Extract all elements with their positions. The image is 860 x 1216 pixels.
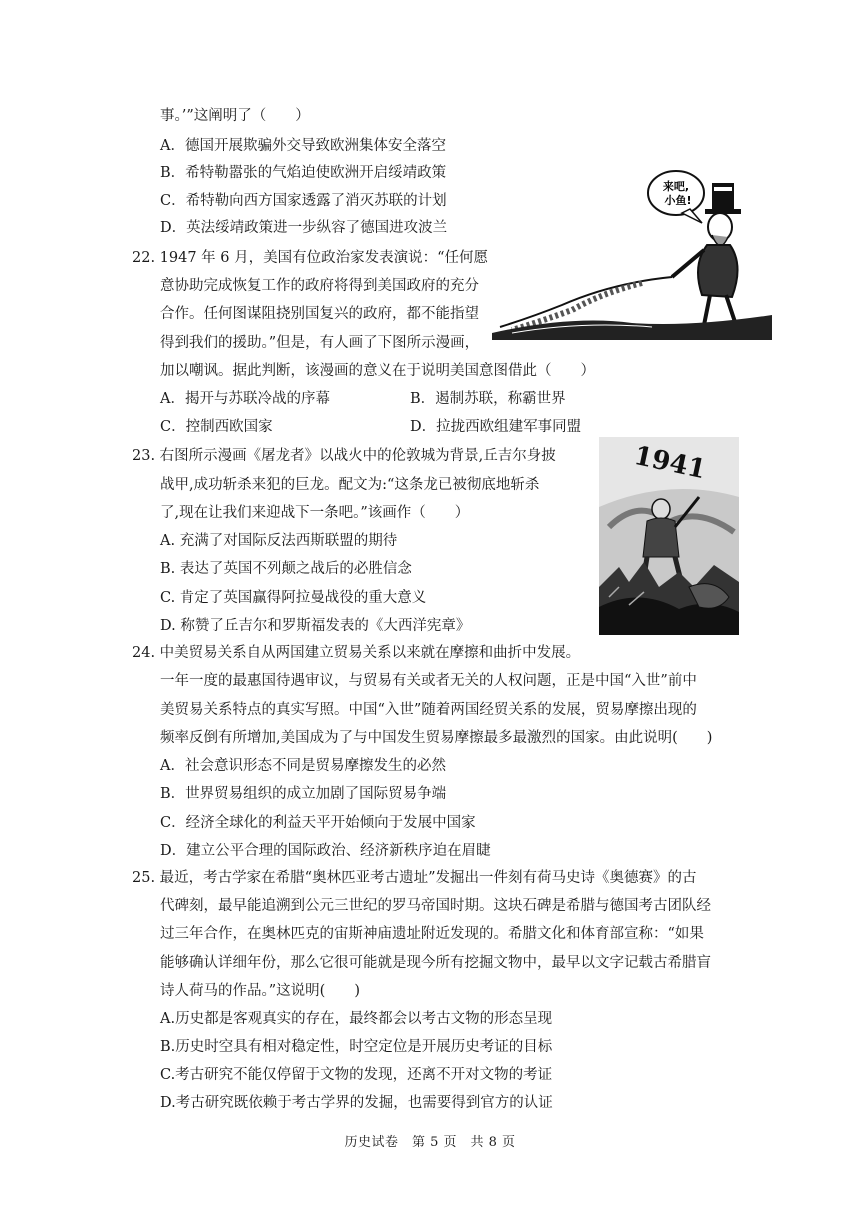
bubble-text-2: 小鱼! bbox=[664, 194, 692, 207]
q24-stem-line-3: 美贸易关系特点的真实写照。中国“入世”随着两国经贸关系的发展，贸易摩擦出现的 bbox=[160, 702, 697, 718]
q22-stem-line-5: 加以嘲讽。据此判断，该漫画的意义在于说明美国意图借此（ ） bbox=[160, 363, 595, 379]
q23-option-d[interactable]: D. 称赞了丘吉尔和罗斯福发表的《大西洋宪章》 bbox=[160, 618, 471, 634]
q25-stem-line-5: 诗人荷马的作品。”这说明( ) bbox=[160, 983, 360, 999]
q21-option-a[interactable]: A．德国开展欺骗外交导致欧洲集体安全落空 bbox=[160, 138, 446, 154]
q22-option-d[interactable]: D．拉拢西欧组建军事同盟 bbox=[410, 419, 582, 435]
q21-option-d[interactable]: D．英法绥靖政策进一步纵容了德国进攻波兰 bbox=[160, 220, 448, 236]
q22-option-a[interactable]: A．揭开与苏联冷战的序幕 bbox=[160, 391, 330, 407]
q23-option-a[interactable]: A. 充满了对国际反法西斯联盟的期待 bbox=[160, 533, 398, 549]
uncle-sam-fishing-cartoon bbox=[492, 165, 772, 340]
q22-option-b[interactable]: B．遏制苏联，称霸世界 bbox=[410, 391, 566, 407]
q25-option-d[interactable]: D.考古研究既依赖于考古学界的发掘，也需要得到官方的认证 bbox=[160, 1095, 553, 1111]
bubble-text-1: 来吧, bbox=[662, 180, 690, 193]
dragon-slayer-cartoon bbox=[599, 437, 739, 635]
q24-option-a[interactable]: A．社会意识形态不同是贸易摩擦发生的必然 bbox=[160, 758, 446, 774]
q22-stem-line-3: 合作。任何图谋阻挠别国复兴的政府，都不能指望 bbox=[160, 306, 479, 322]
q24-stem-line-4: 频率反倒有所增加,美国成为了与中国发生贸易摩擦最多最激烈的国家。由此说明( ) bbox=[160, 730, 713, 746]
q25-stem-line-1: 25. 最近，考古学家在希腊“奥林匹亚考古遗址”发掘出一件刻有荷马史诗《奥德赛》的古 bbox=[132, 870, 697, 886]
q23-option-c[interactable]: C. 肯定了英国赢得阿拉曼战役的重大意义 bbox=[160, 590, 427, 606]
q21-stem-tail: 事。’”这阐明了（ ） bbox=[160, 108, 310, 124]
speech-bubble bbox=[648, 171, 704, 215]
q25-stem-line-2: 代碑刻，最早能追溯到公元三世纪的罗马帝国时期。这块石碑是希腊与德国考古团队经 bbox=[160, 898, 711, 914]
q24-option-c[interactable]: C．经济全球化的利益天平开始倾向于发展中国家 bbox=[160, 815, 476, 831]
page-footer: 历史试卷 第 5 页 共 8 页 bbox=[344, 1135, 516, 1150]
q21-option-b[interactable]: B．希特勒嚣张的气焰迫使欧洲开启绥靖政策 bbox=[160, 165, 447, 181]
q24-stem-line-1: 24. 中美贸易关系自从两国建立贸易关系以来就在摩擦和曲折中发展。 bbox=[132, 645, 581, 661]
q24-stem-line-2: 一年一度的最惠国待遇审议，与贸易有关或者无关的人权问题，正是中国“入世”前中 bbox=[160, 673, 697, 689]
q25-option-a[interactable]: A.历史都是客观真实的存在，最终都会以考古文物的形态呈现 bbox=[160, 1011, 553, 1027]
q23-stem-line-2: 战甲,成功斩杀来犯的巨龙。配文为:“这条龙已被彻底地斩杀 bbox=[160, 477, 540, 493]
q22-stem-line-1: 22. 1947 年 6 月，美国有位政治家发表演说：“任何愿 bbox=[132, 250, 489, 266]
q24-option-d[interactable]: D．建立公平合理的国际政治、经济新秩序迫在眉睫 bbox=[160, 843, 491, 859]
q23-stem-line-1: 23. 右图所示漫画《屠龙者》以战火中的伦敦城为背景,丘吉尔身披 bbox=[132, 448, 556, 464]
q25-option-c[interactable]: C.考古研究不能仅停留于文物的发现，还离不开对文物的考证 bbox=[160, 1067, 553, 1083]
q23-stem-line-3: 了,现在让我们来迎战下一条吧。”该画作（ ） bbox=[160, 505, 470, 521]
q22-stem-line-4: 得到我们的援助。”但是，有人画了下图所示漫画， bbox=[160, 335, 480, 351]
cartoon-year: 1941 bbox=[631, 440, 709, 486]
q25-stem-line-4: 能够确认详细年份，那么它很可能就是现今所有挖掘文物中，最早以文字记载古希腊盲 bbox=[160, 955, 711, 971]
q22-option-c[interactable]: C．控制西欧国家 bbox=[160, 419, 273, 435]
q22-stem-line-2: 意协助完成恢复工作的政府将得到美国政府的充分 bbox=[160, 278, 479, 294]
q23-option-b[interactable]: B. 表达了英国不列颠之战后的必胜信念 bbox=[160, 561, 412, 577]
q24-option-b[interactable]: B．世界贸易组织的成立加剧了国际贸易争端 bbox=[160, 786, 447, 802]
q25-option-b[interactable]: B.历史时空具有相对稳定性，时空定位是开展历史考证的目标 bbox=[160, 1039, 553, 1055]
q21-option-c[interactable]: C．希特勒向西方国家透露了消灭苏联的计划 bbox=[160, 193, 447, 209]
q25-stem-line-3: 过三年合作，在奥林匹克的宙斯神庙遗址附近发现的。希腊文化和体育部宣称：“如果 bbox=[160, 926, 704, 942]
